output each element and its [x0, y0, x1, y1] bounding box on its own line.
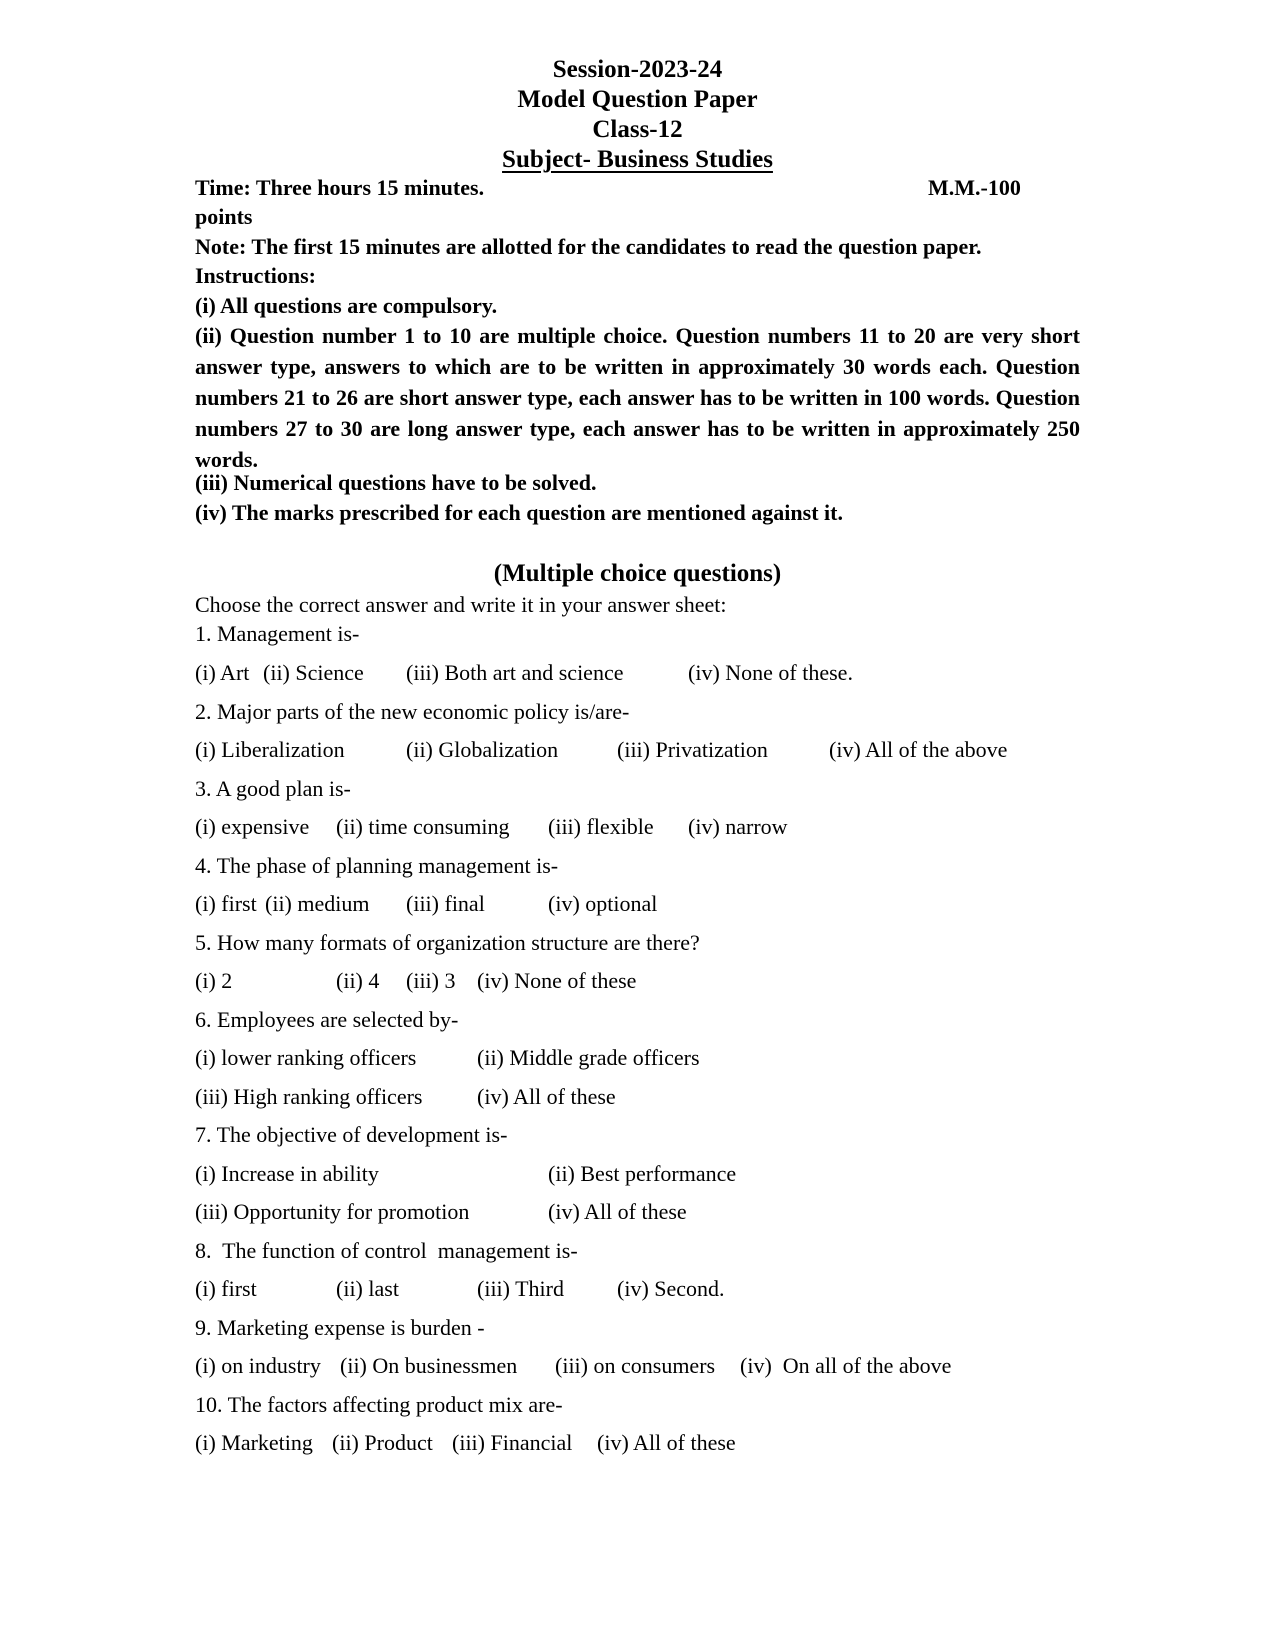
time-info: Time: Three hours 15 minutes.	[195, 175, 485, 200]
instruction-item: (ii) Question number 1 to 10 are multiple choice. Question numbers 11 to 20 are very short answer type, answers to which are to be written in approximately 30 words each. Question numbers 21 to 26 are short answer type, each answer has to be written in 100 words. Question numbers 27 to 30 are long answer type, each answer has to be written in approximately 250 words.	[195, 323, 1080, 472]
option: (iv) All of these	[477, 1084, 616, 1109]
option: (iii) 3	[406, 968, 456, 993]
option: (iii) High ranking officers	[195, 1084, 423, 1109]
option: (iv) None of these	[477, 968, 637, 993]
option: (iii) Both art and science	[406, 660, 624, 685]
session-title: Session-2023-24	[552, 56, 723, 83]
option: (ii) 4	[336, 968, 380, 993]
option: (iii) final	[406, 891, 485, 916]
mcq-heading: (Multiple choice questions)	[493, 560, 782, 587]
option: (iii) Financial	[452, 1430, 573, 1455]
option: (i) Art	[195, 660, 250, 685]
mcq-intro: Choose the correct answer and write it in your answer sheet:	[195, 592, 727, 617]
question-5: 5. How many formats of organization structure are there?	[195, 930, 700, 955]
option: (i) Liberalization	[195, 737, 345, 762]
question-6: 6. Employees are selected by-	[195, 1007, 459, 1032]
option: (ii) Globalization	[406, 737, 559, 762]
instruction-item: (iv) The marks prescribed for each question are mentioned against it.	[195, 500, 843, 525]
option: (iv) On all of the above	[740, 1353, 952, 1378]
question-8: 8. The function of control management is-	[195, 1238, 578, 1263]
question-1: 1. Management is-	[195, 621, 360, 646]
instructions-heading: Instructions:	[195, 263, 317, 288]
question-2: 2. Major parts of the new economic policy is/are-	[195, 699, 630, 724]
option: (i) expensive	[195, 814, 310, 839]
points-label: points	[195, 204, 253, 229]
instruction-item: (iii) Numerical questions have to be solved.	[195, 470, 597, 495]
question-9: 9. Marketing expense is burden -	[195, 1315, 485, 1340]
option: (iv) optional	[548, 891, 658, 916]
instruction-item: (i) All questions are compulsory.	[195, 293, 498, 318]
question-10: 10. The factors affecting product mix are-	[195, 1392, 563, 1417]
option: (iii) flexible	[548, 814, 654, 839]
option: (ii) medium	[265, 891, 370, 916]
option: (ii) time consuming	[336, 814, 510, 839]
option: (iv) All of the above	[829, 737, 1008, 762]
option: (ii) last	[336, 1276, 399, 1301]
option: (iii) Privatization	[617, 737, 768, 762]
question-4: 4. The phase of planning management is-	[195, 853, 559, 878]
option: (ii) Middle grade officers	[477, 1045, 700, 1070]
option: (i) lower ranking officers	[195, 1045, 417, 1070]
option: (i) first	[195, 1276, 257, 1301]
class-title: Class-12	[592, 116, 683, 143]
option: (iv) All of these	[597, 1430, 736, 1455]
option: (iii) Opportunity for promotion	[195, 1199, 470, 1224]
question-7: 7. The objective of development is-	[195, 1122, 508, 1147]
option: (i) on industry	[195, 1353, 321, 1378]
max-marks: M.M.-100	[928, 175, 1021, 200]
question-3: 3. A good plan is-	[195, 776, 351, 801]
option: (iv) None of these.	[688, 660, 853, 685]
option: (i) Increase in ability	[195, 1161, 379, 1186]
option: (iv) All of these	[548, 1199, 687, 1224]
option: (iii) Third	[477, 1276, 564, 1301]
option: (iii) on consumers	[555, 1353, 716, 1378]
subject-title: Subject- Business Studies	[502, 146, 773, 173]
option: (ii) Science	[263, 660, 364, 685]
option: (ii) Product	[332, 1430, 433, 1455]
option: (iv) narrow	[688, 814, 788, 839]
option: (i) 2	[195, 968, 233, 993]
option: (i) first	[195, 891, 257, 916]
option: (ii) Best performance	[548, 1161, 737, 1186]
option: (iv) Second.	[617, 1276, 725, 1301]
note-text: Note: The first 15 minutes are allotted for the candidates to read the question paper.	[195, 234, 982, 259]
paper-title: Model Question Paper	[517, 86, 758, 113]
option: (ii) On businessmen	[340, 1353, 518, 1378]
option: (i) Marketing	[195, 1430, 313, 1455]
